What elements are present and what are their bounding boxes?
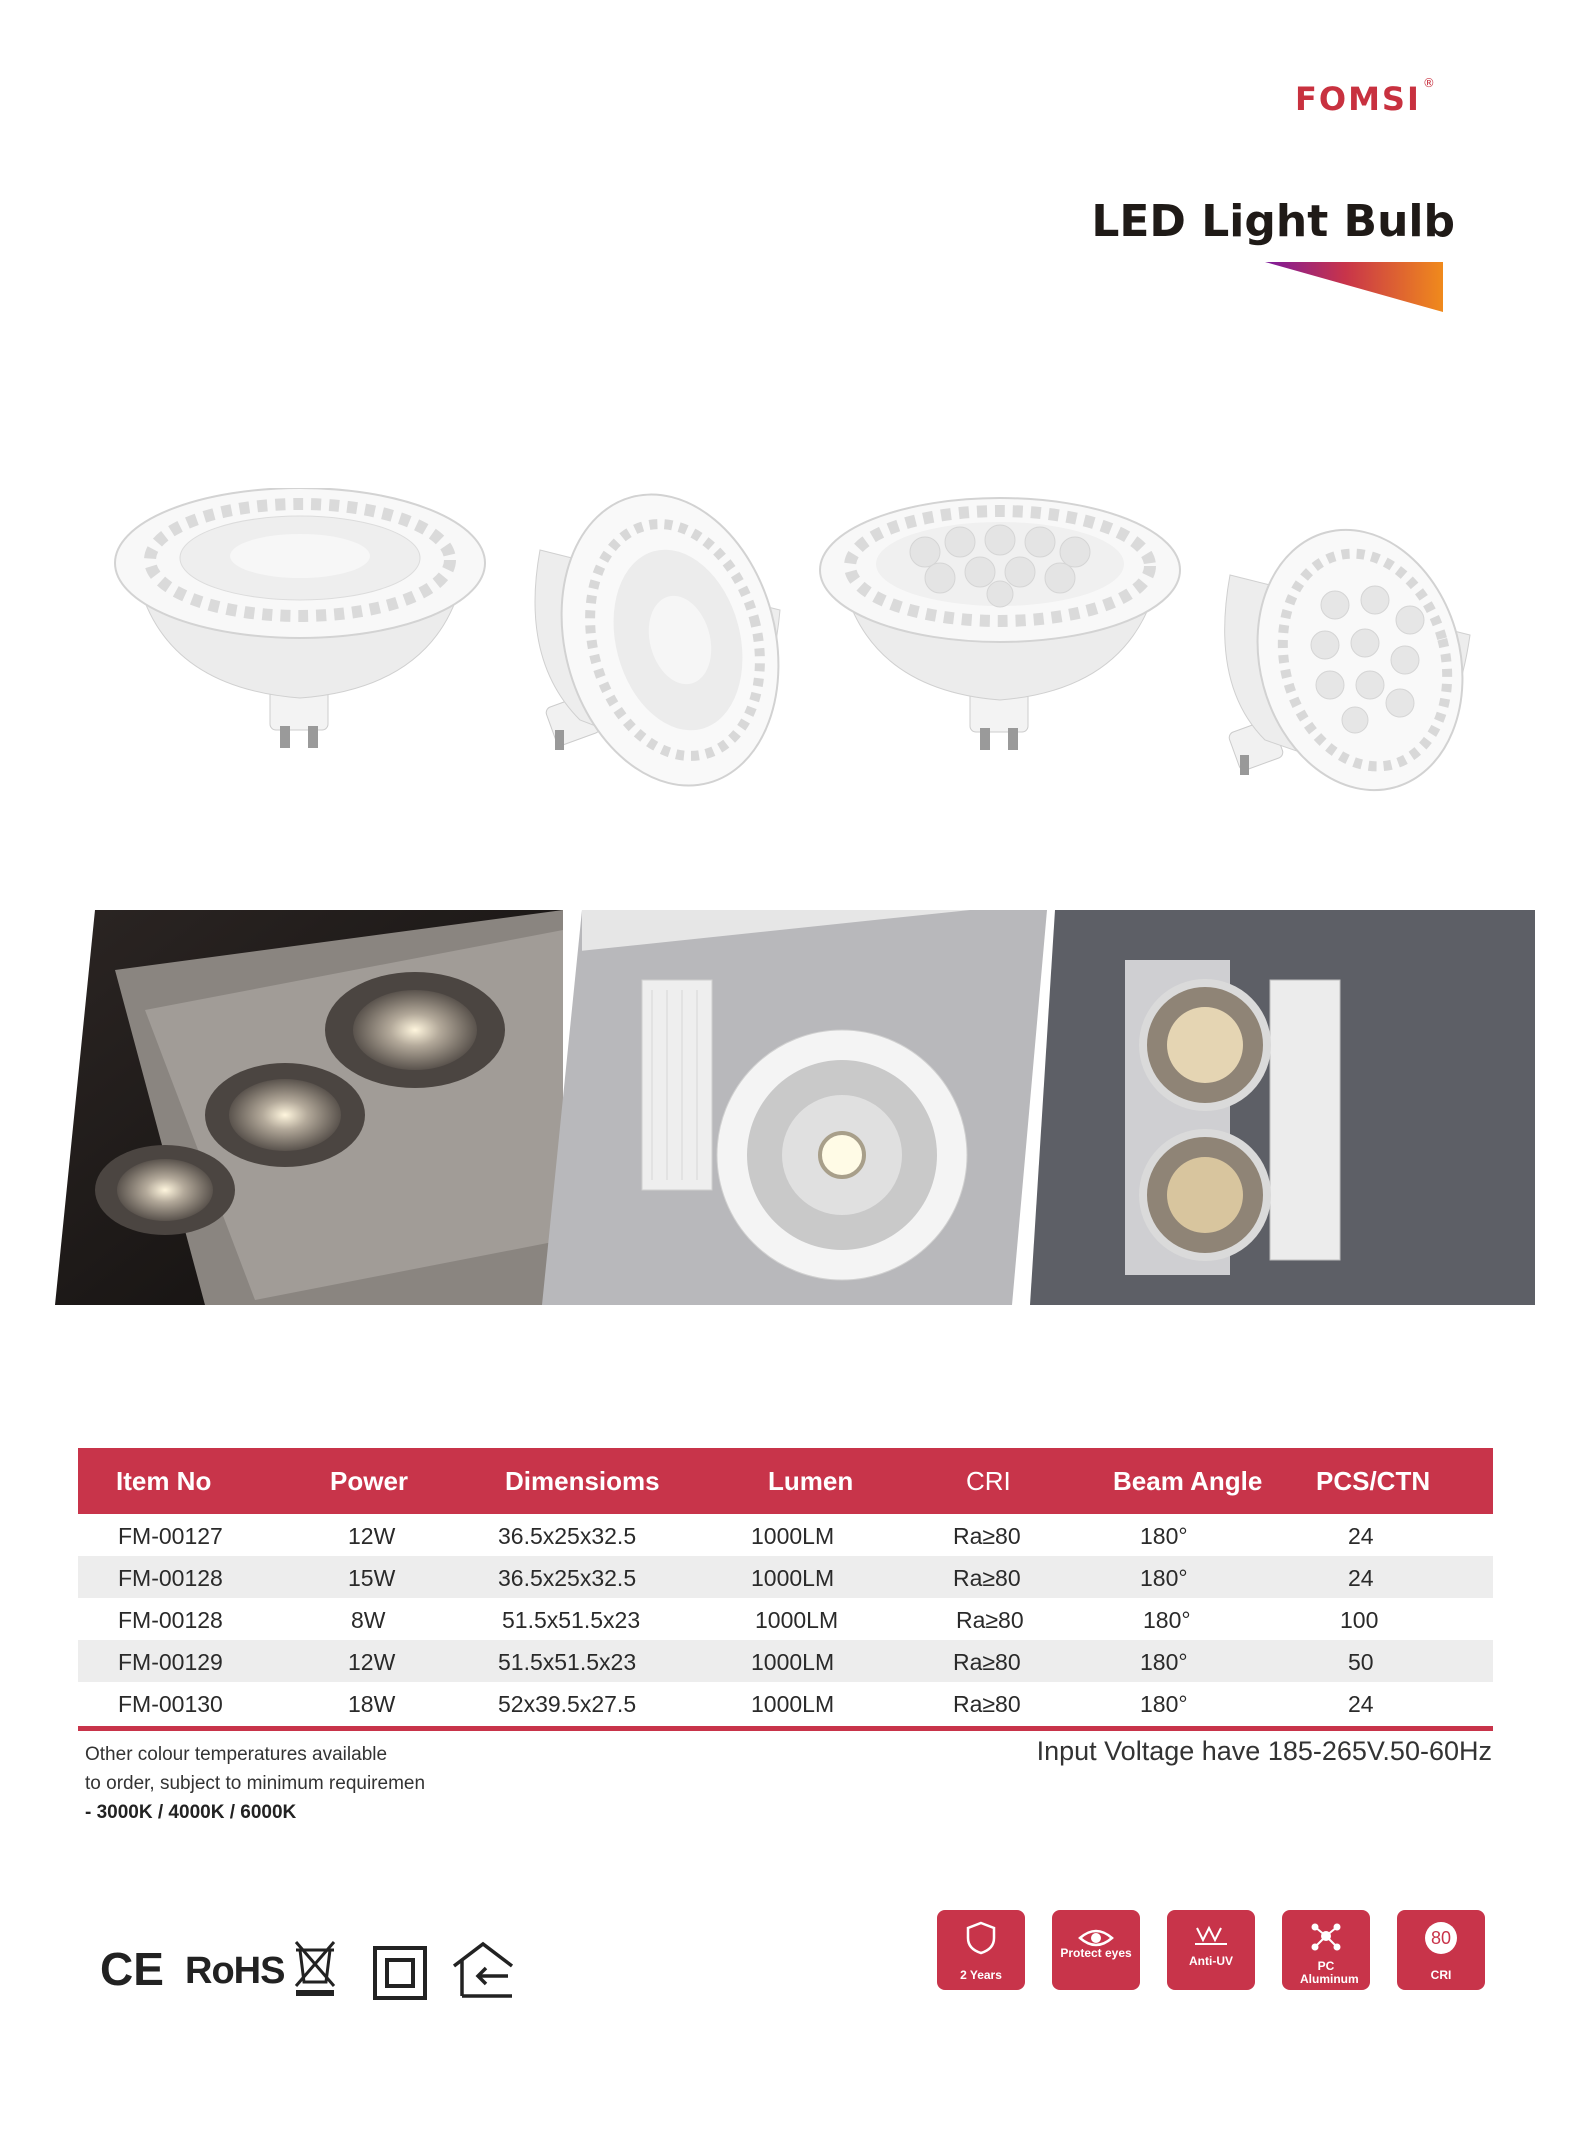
cell-power: 12W [348, 1649, 396, 1675]
application-photo-recessed-downlights [55, 910, 563, 1305]
indoor-use-icon [450, 1940, 516, 2000]
cell-power: 12W [348, 1523, 396, 1549]
cri-value: 80 [1430, 1928, 1452, 1948]
cell-cri: Ra≥80 [956, 1607, 1024, 1633]
cell-power: 8W [351, 1607, 386, 1633]
registered-mark: ® [1422, 76, 1437, 90]
table-row [78, 1640, 1493, 1682]
colour-temperature-note [85, 1740, 425, 1827]
molecule-icon [1308, 1920, 1344, 1956]
cell-pcs-ctn: 24 [1348, 1691, 1374, 1717]
page-title: LED Light Bulb [1091, 196, 1455, 247]
cell-item-no: FM-00127 [118, 1523, 223, 1549]
header-beam-angle: Beam Angle [1113, 1466, 1263, 1496]
bulb-frontal-multi-lens [815, 490, 1185, 765]
badge-warranty [937, 1910, 1025, 1990]
header-power: Power [330, 1466, 409, 1496]
cell-power: 18W [348, 1691, 396, 1717]
header-lumen: Lumen [768, 1466, 854, 1496]
cell-cri: Ra≥80 [953, 1565, 1021, 1591]
cell-pcs-ctn: 24 [1348, 1523, 1374, 1549]
cell-pcs-ctn: 100 [1340, 1607, 1379, 1633]
voltage-label: Input Voltage have [1036, 1736, 1261, 1766]
badge-label: CRI [1430, 1968, 1452, 1982]
brand-name: FOMSI [1295, 80, 1421, 118]
weee-bin-icon [292, 1938, 338, 1998]
cell-dimensions: 52x39.5x27.5 [498, 1691, 637, 1717]
header-cri: CRI [966, 1466, 1011, 1496]
cell-dimensions: 51.5x51.5x23 [498, 1649, 637, 1675]
badge-label: Anti-UV [1189, 1954, 1233, 1968]
class-ii-icon [372, 1945, 428, 2001]
cell-pcs-ctn: 50 [1348, 1649, 1374, 1675]
cell-lumen: 1000LM [751, 1523, 835, 1549]
cell-item-no: FM-00130 [118, 1691, 223, 1717]
badge-anti-uv [1167, 1910, 1255, 1990]
spec-table [78, 1448, 1493, 1731]
cell-lumen: 1000LM [751, 1565, 835, 1591]
cell-item-no: FM-00128 [118, 1565, 223, 1591]
header-item-no: Item No [116, 1466, 212, 1496]
table-header [78, 1448, 1493, 1514]
cell-pcs-ctn: 24 [1348, 1565, 1374, 1591]
header-pcs-ctn: PCS/CTN [1316, 1466, 1431, 1496]
table-bottom-rule [78, 1726, 1493, 1731]
cell-dimensions: 36.5x25x32.5 [498, 1565, 637, 1591]
header-dimensions: Dimensioms [505, 1466, 660, 1496]
cell-beam-angle: 180° [1143, 1607, 1191, 1633]
application-photo-track-light [542, 910, 1047, 1305]
cell-beam-angle: 180° [1140, 1565, 1188, 1591]
badge-label: PC Aluminum [1300, 1959, 1359, 1986]
bulb-angled-multi-lens [1205, 525, 1480, 795]
cell-dimensions: 51.5x51.5x23 [502, 1607, 641, 1633]
title-gradient-bar [1265, 262, 1443, 312]
badge-label: Protect eyes [1060, 1946, 1132, 1960]
ce-mark: CE [100, 1943, 164, 1995]
voltage-value: 185-265V.50-60Hz [1267, 1736, 1492, 1766]
input-voltage [1037, 1736, 1492, 1767]
cell-beam-angle: 180° [1140, 1649, 1188, 1675]
cell-dimensions: 36.5x25x32.5 [498, 1523, 637, 1549]
cell-item-no: FM-00129 [118, 1649, 223, 1675]
uv-icon [1193, 1920, 1229, 1956]
rohs-mark: RoHS [185, 1950, 285, 1992]
cell-beam-angle: 180° [1140, 1523, 1188, 1549]
bulb-frontal-smooth [110, 488, 490, 758]
cell-power: 15W [348, 1565, 396, 1591]
badge-label: 2 Years [960, 1968, 1002, 1982]
table-row [78, 1598, 1493, 1640]
table-row [78, 1682, 1493, 1724]
cell-item-no: FM-00128 [118, 1607, 223, 1633]
cell-beam-angle: 180° [1140, 1691, 1188, 1717]
bulb-angled-smooth [510, 490, 790, 790]
cell-lumen: 1000LM [751, 1691, 835, 1717]
note-line-1: Other colour temperatures available [85, 1744, 388, 1765]
table-row [78, 1556, 1493, 1598]
cell-lumen: 1000LM [751, 1649, 835, 1675]
cell-cri: Ra≥80 [953, 1649, 1021, 1675]
cell-cri: Ra≥80 [953, 1523, 1021, 1549]
badge-cri [1397, 1910, 1485, 1990]
application-photo-wall-light [1030, 910, 1535, 1305]
table-row [78, 1514, 1493, 1556]
shield-icon [963, 1920, 999, 1956]
badge-protect-eyes [1052, 1910, 1140, 1990]
note-line-2: to order, subject to minimum requiremen [85, 1773, 426, 1794]
cell-lumen: 1000LM [755, 1607, 839, 1633]
badge-pc-aluminum [1282, 1910, 1370, 1990]
note-temperatures: - 3000K / 4000K / 6000K [85, 1802, 297, 1823]
brand-logo [1295, 76, 1437, 118]
cell-cri: Ra≥80 [953, 1691, 1021, 1717]
